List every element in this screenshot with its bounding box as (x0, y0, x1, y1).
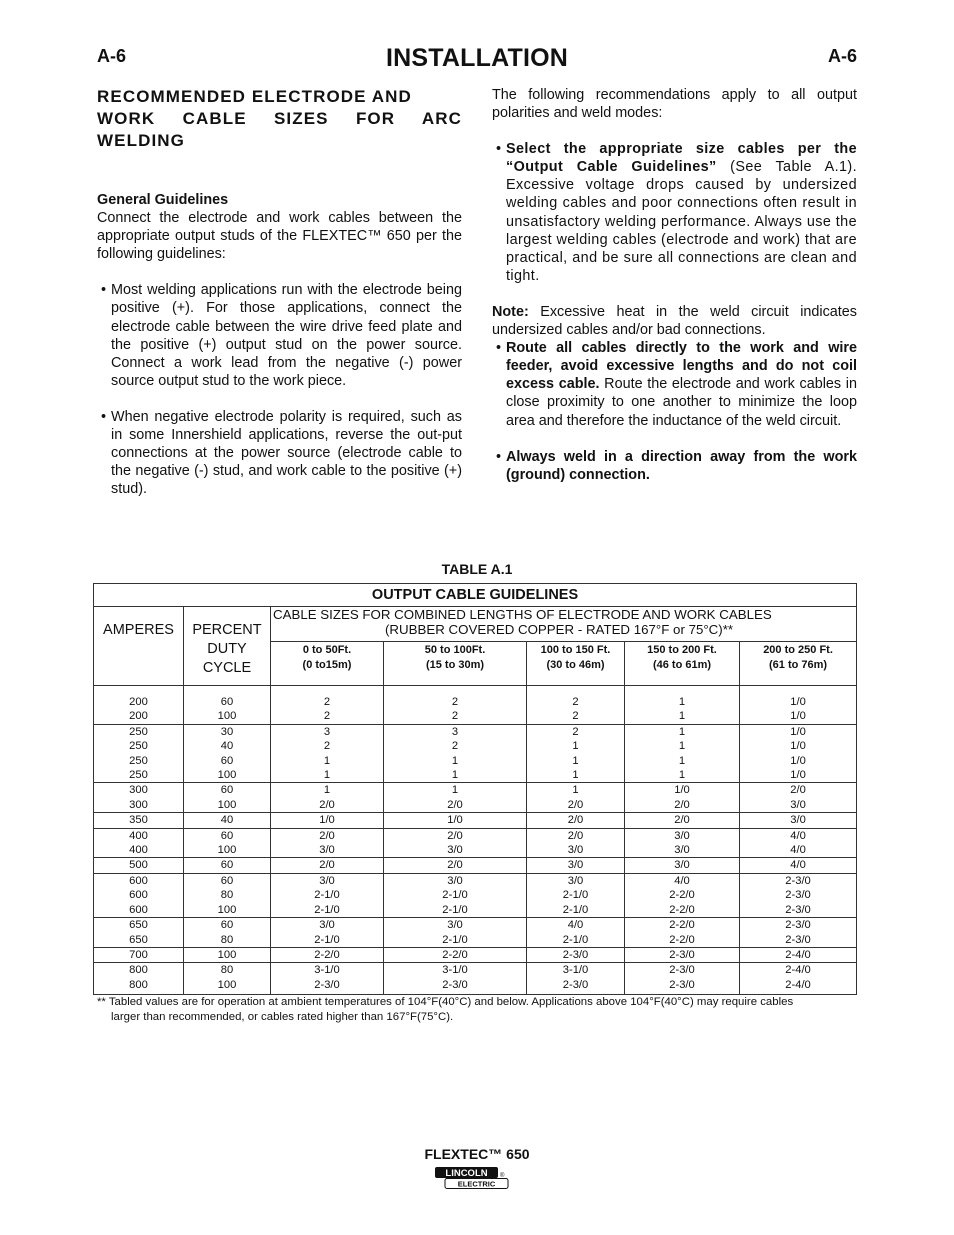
cell-cable-size: 1/0 (625, 783, 740, 798)
table-row (94, 873, 857, 888)
cell-cable-size: 1 (271, 754, 384, 768)
cell-cable-size: 3/0 (625, 858, 740, 873)
output-cable-table (93, 583, 857, 995)
cell-amperes: 300 (94, 798, 184, 813)
header-range-50-100 (384, 642, 527, 686)
table-row (94, 798, 857, 813)
table-row (94, 903, 857, 918)
range-feet: 150 to 200 Ft. (647, 644, 717, 656)
cell-cable-size: 4/0 (740, 828, 857, 843)
cell-cable-size: 2-3/0 (740, 933, 857, 948)
page-title: INSTALLATION (385, 44, 568, 72)
cell-cable-size: 2-3/0 (527, 978, 625, 995)
cell-amperes: 600 (94, 873, 184, 888)
cell-cable-size: 2-1/0 (527, 903, 625, 918)
cell-amperes: 400 (94, 828, 184, 843)
cell-cable-size: 2/0 (384, 858, 527, 873)
table-footnote (97, 995, 857, 1025)
cell-cable-size: 1 (625, 754, 740, 768)
cell-amperes: 250 (94, 754, 184, 768)
table-row (94, 843, 857, 858)
table-row (94, 783, 857, 798)
cell-duty-cycle: 100 (184, 798, 271, 813)
cell-cable-size: 2-2/0 (625, 903, 740, 918)
cell-cable-size: 2 (271, 709, 384, 724)
bullet-cable-size (492, 140, 857, 285)
cell-duty-cycle: 40 (184, 813, 271, 828)
bullet-bold-text: Route all cables directly to the work and wire feeder, avoid excessive lengths and do not coil excess cable. (506, 340, 857, 393)
cell-cable-size: 3/0 (271, 918, 384, 933)
table-row (94, 858, 857, 873)
cell-duty-cycle: 80 (184, 933, 271, 948)
range-meters: (61 to 76m) (769, 659, 828, 671)
note-text: Excessive heat in the weld circuit indicates undersized cables and/or bad connections. (492, 303, 857, 339)
cell-cable-size: 2-4/0 (740, 978, 857, 995)
cell-cable-size: 1 (384, 783, 527, 798)
intro-paragraph: Connect the electrode and work cables between the appropriate output studs of the FLEXTEC™ 650 per the following guidelines: (97, 210, 462, 263)
recommendations-intro: The following recommendations apply to all output polarities and weld modes: (492, 87, 857, 122)
cell-cable-size: 2/0 (527, 828, 625, 843)
cell-cable-size: 2/0 (271, 858, 384, 873)
table-row (94, 724, 857, 739)
header-cable-sizes (271, 607, 857, 642)
bullet-text: (See Table A.1). Excessive voltage drops caused by undersized welding cables and poor connections often result in unsatisfactory welding performance. Always use the largest welding cables (electrode and work) that are practical, and be sure all connections are clean and tight. (506, 159, 857, 284)
cell-amperes: 500 (94, 858, 184, 873)
table-row (94, 918, 857, 933)
cell-cable-size: 1 (271, 783, 384, 798)
cell-amperes: 300 (94, 783, 184, 798)
cell-cable-size: 1 (527, 739, 625, 753)
header-range-200-250 (740, 642, 857, 686)
cell-cable-size: 2/0 (271, 798, 384, 813)
cell-cable-size: 3/0 (625, 843, 740, 858)
cell-cable-size: 1/0 (740, 768, 857, 783)
cell-cable-size: 3/0 (625, 828, 740, 843)
cell-duty-cycle: 100 (184, 903, 271, 918)
cell-amperes: 400 (94, 843, 184, 858)
range-meters: (30 to 46m) (546, 659, 605, 671)
lincoln-electric-logo (434, 1166, 510, 1190)
cell-amperes: 650 (94, 933, 184, 948)
cell-cable-size: 1/0 (740, 724, 857, 739)
cell-cable-size: 2 (527, 686, 625, 710)
cell-amperes: 800 (94, 963, 184, 978)
cell-cable-size: 1 (384, 768, 527, 783)
cell-duty-cycle: 100 (184, 709, 271, 724)
cell-duty-cycle: 100 (184, 768, 271, 783)
cell-cable-size: 1 (527, 754, 625, 768)
cell-cable-size: 1/0 (740, 754, 857, 768)
header-duty-line-2: DUTY (207, 641, 247, 657)
cell-cable-size: 2-3/0 (740, 888, 857, 902)
cell-amperes: 250 (94, 724, 184, 739)
header-cable-line-2: (RUBBER COVERED COPPER - RATED 167°F or 75°C)** (385, 622, 734, 637)
cell-cable-size: 2/0 (384, 828, 527, 843)
cell-cable-size: 2-3/0 (271, 978, 384, 995)
table-row (94, 768, 857, 783)
logo-text-top: LINCOLN (445, 1168, 488, 1179)
cell-cable-size: 2-4/0 (740, 963, 857, 978)
page-number-right: A-6 (828, 46, 858, 66)
cell-cable-size: 2-3/0 (625, 978, 740, 995)
cell-amperes: 200 (94, 709, 184, 724)
cell-amperes: 250 (94, 739, 184, 753)
subheading-general-guidelines: General Guidelines (97, 192, 229, 208)
cell-cable-size: 2 (384, 739, 527, 753)
cell-duty-cycle: 80 (184, 888, 271, 902)
table-row (94, 933, 857, 948)
cell-cable-size: 1/0 (740, 739, 857, 753)
cell-cable-size: 1/0 (384, 813, 527, 828)
bullet-dot: • (496, 141, 502, 158)
cell-cable-size: 2 (527, 724, 625, 739)
cell-cable-size: 2-2/0 (271, 947, 384, 962)
cell-cable-size: 2-3/0 (527, 947, 625, 962)
cell-amperes: 600 (94, 903, 184, 918)
cell-cable-size: 3 (271, 724, 384, 739)
cell-cable-size: 2-2/0 (384, 947, 527, 962)
range-meters: (0 to15m) (302, 659, 352, 671)
cell-cable-size: 4/0 (625, 873, 740, 888)
cell-cable-size: 3/0 (384, 918, 527, 933)
cell-cable-size: 2-1/0 (384, 903, 527, 918)
cell-cable-size: 1 (625, 686, 740, 710)
cell-cable-size: 2/0 (625, 813, 740, 828)
cell-cable-size: 1/0 (740, 709, 857, 724)
cell-cable-size: 2-3/0 (384, 978, 527, 995)
cell-cable-size: 2-3/0 (740, 873, 857, 888)
range-feet: 0 to 50Ft. (302, 644, 352, 656)
cell-cable-size: 2-4/0 (740, 947, 857, 962)
table-row (94, 754, 857, 768)
cell-cable-size: 2-2/0 (625, 918, 740, 933)
bullet-text: Most welding applications run with the electrode being positive (+). For those applications, connect the electrode cable between the wire drive feed plate and the positive (+) output stud on the power source. Connect a work lead from the negative (-) power source output stud to the work piece. (111, 282, 462, 389)
cell-cable-size: 3/0 (527, 858, 625, 873)
table-row (94, 963, 857, 978)
header-range-100-150 (527, 642, 625, 686)
header-cable-line-1: CABLE SIZES FOR COMBINED LENGTHS OF ELECTRODE AND WORK CABLES (273, 607, 772, 622)
cell-cable-size: 3-1/0 (384, 963, 527, 978)
product-name: FLEXTEC™ 650 (424, 1146, 530, 1162)
cell-cable-size: 2/0 (527, 813, 625, 828)
cell-duty-cycle: 80 (184, 963, 271, 978)
cell-amperes: 350 (94, 813, 184, 828)
cell-cable-size: 2-1/0 (384, 933, 527, 948)
cell-cable-size: 3-1/0 (527, 963, 625, 978)
cell-cable-size: 1 (625, 739, 740, 753)
cell-cable-size: 2/0 (527, 798, 625, 813)
table-row (94, 739, 857, 753)
table-row (94, 888, 857, 902)
table-row (94, 709, 857, 724)
cell-duty-cycle: 100 (184, 947, 271, 962)
right-column (492, 86, 857, 484)
section-heading-line-2: WORK CABLE SIZES FOR ARC WELDING (97, 109, 462, 150)
cell-duty-cycle: 100 (184, 978, 271, 995)
logo-registered-mark: ® (500, 1173, 505, 1179)
cell-cable-size: 1/0 (271, 813, 384, 828)
cell-cable-size: 2-1/0 (271, 903, 384, 918)
table-row (94, 947, 857, 962)
cell-cable-size: 2 (271, 686, 384, 710)
cell-cable-size: 2/0 (740, 783, 857, 798)
cell-cable-size: 2-1/0 (271, 888, 384, 902)
cell-cable-size: 3/0 (271, 843, 384, 858)
range-meters: (15 to 30m) (425, 659, 485, 671)
cell-duty-cycle: 60 (184, 783, 271, 798)
footnote-line-1: ** Tabled values are for operation at ambient temperatures of 104°F(40°C) and below. Applications above 104°F(40°C) may require cables (97, 996, 794, 1008)
cell-cable-size: 1 (527, 783, 625, 798)
cell-cable-size: 1 (527, 768, 625, 783)
cell-cable-size: 3/0 (527, 843, 625, 858)
cell-cable-size: 2 (384, 709, 527, 724)
header-duty-cycle (184, 607, 271, 686)
note-label: Note: (492, 303, 529, 320)
cell-duty-cycle: 60 (184, 918, 271, 933)
bullet-bold-text: Select the appropriate size cables per the “Output Cable Guidelines” (506, 141, 857, 176)
cell-cable-size: 1 (384, 754, 527, 768)
cell-cable-size: 2 (271, 739, 384, 753)
bullet-positive-electrode (97, 281, 462, 390)
cell-amperes: 700 (94, 947, 184, 962)
cell-cable-size: 2-3/0 (625, 963, 740, 978)
header-amperes: AMPERES (94, 607, 184, 686)
cell-cable-size: 4/0 (527, 918, 625, 933)
bullet-negative-electrode (97, 408, 462, 498)
cell-cable-size: 3/0 (740, 798, 857, 813)
footnote-line-2: larger than recommended, or cables rated higher than 167°F(75°C). (111, 1011, 454, 1023)
cell-cable-size: 3 (384, 724, 527, 739)
cell-duty-cycle: 60 (184, 858, 271, 873)
bullet-dot: • (101, 282, 107, 299)
table-body (94, 686, 857, 995)
range-feet: 100 to 150 Ft. (540, 644, 611, 656)
cell-duty-cycle: 60 (184, 686, 271, 710)
bullet-bold-text: Always weld in a direction away from the work (ground) connection. (506, 448, 857, 483)
cell-cable-size: 2-1/0 (271, 933, 384, 948)
cell-cable-size: 2-2/0 (625, 888, 740, 902)
cell-cable-size: 3/0 (740, 813, 857, 828)
cell-cable-size: 3/0 (384, 873, 527, 888)
range-feet: 200 to 250 Ft. (763, 644, 833, 656)
section-heading-line-1: RECOMMENDED ELECTRODE AND (97, 87, 412, 106)
bullet-text: Route the electrode and work cables in close proximity to one another to minimize the loop area and therefore the inductance of the weld circuit. (506, 376, 857, 429)
cell-cable-size: 1 (625, 768, 740, 783)
cell-cable-size: 3/0 (384, 843, 527, 858)
cell-cable-size: 2-1/0 (527, 933, 625, 948)
cell-cable-size: 4/0 (740, 843, 857, 858)
cell-amperes: 200 (94, 686, 184, 710)
range-meters: (46 to 61m) (652, 659, 712, 671)
cell-duty-cycle: 40 (184, 739, 271, 753)
cell-cable-size: 1/0 (740, 686, 857, 710)
cell-cable-size: 2/0 (271, 828, 384, 843)
bullet-weld-direction (492, 448, 857, 484)
cell-cable-size: 2-1/0 (384, 888, 527, 902)
cell-cable-size: 2-1/0 (527, 888, 625, 902)
cell-amperes: 600 (94, 888, 184, 902)
cell-cable-size: 3-1/0 (271, 963, 384, 978)
cell-cable-size: 1 (271, 768, 384, 783)
cell-cable-size: 2 (384, 686, 527, 710)
cell-cable-size: 1 (625, 724, 740, 739)
cell-amperes: 800 (94, 978, 184, 995)
cell-cable-size: 2-3/0 (740, 918, 857, 933)
header-range-150-200 (625, 642, 740, 686)
table-row (94, 978, 857, 995)
table-row (94, 828, 857, 843)
bullet-dot: • (496, 340, 502, 357)
table-row (94, 686, 857, 710)
bullet-text: When negative electrode polarity is required, such as in some Innershield applications, reverse the out-put connections at the power source (electrode cable to the negative (-) stud, and work cable to the positive (+) stud). (111, 408, 462, 498)
cell-cable-size: 3/0 (527, 873, 625, 888)
cell-duty-cycle: 60 (184, 873, 271, 888)
cell-cable-size: 2/0 (384, 798, 527, 813)
cell-duty-cycle: 30 (184, 724, 271, 739)
left-column (97, 86, 462, 498)
cell-cable-size: 4/0 (740, 858, 857, 873)
table-caption: TABLE A.1 (441, 561, 513, 577)
cell-cable-size: 2-2/0 (625, 933, 740, 948)
cell-cable-size: 2 (527, 709, 625, 724)
header-duty-line-3: CYCLE (202, 660, 252, 676)
note-paragraph (492, 303, 857, 339)
bullet-dot: • (101, 408, 107, 425)
cell-cable-size: 2/0 (625, 798, 740, 813)
table-title: OUTPUT CABLE GUIDELINES (94, 584, 857, 607)
section-heading (97, 86, 462, 152)
cell-cable-size: 1 (625, 709, 740, 724)
header-duty-line-1: PERCENT (192, 622, 262, 638)
cell-duty-cycle: 60 (184, 828, 271, 843)
table-row (94, 813, 857, 828)
bullet-dot: • (496, 448, 502, 465)
cell-cable-size: 2-3/0 (740, 903, 857, 918)
header-range-0-50 (271, 642, 384, 686)
range-feet: 50 to 100Ft. (424, 644, 486, 656)
cell-amperes: 250 (94, 768, 184, 783)
cell-cable-size: 2-3/0 (625, 947, 740, 962)
cell-duty-cycle: 100 (184, 843, 271, 858)
bullet-route-cables (492, 339, 857, 429)
page-number-left: A-6 (97, 46, 127, 66)
cell-amperes: 650 (94, 918, 184, 933)
cell-duty-cycle: 60 (184, 754, 271, 768)
cell-cable-size: 3/0 (271, 873, 384, 888)
logo-text-bottom: ELECTRIC (457, 1179, 496, 1189)
